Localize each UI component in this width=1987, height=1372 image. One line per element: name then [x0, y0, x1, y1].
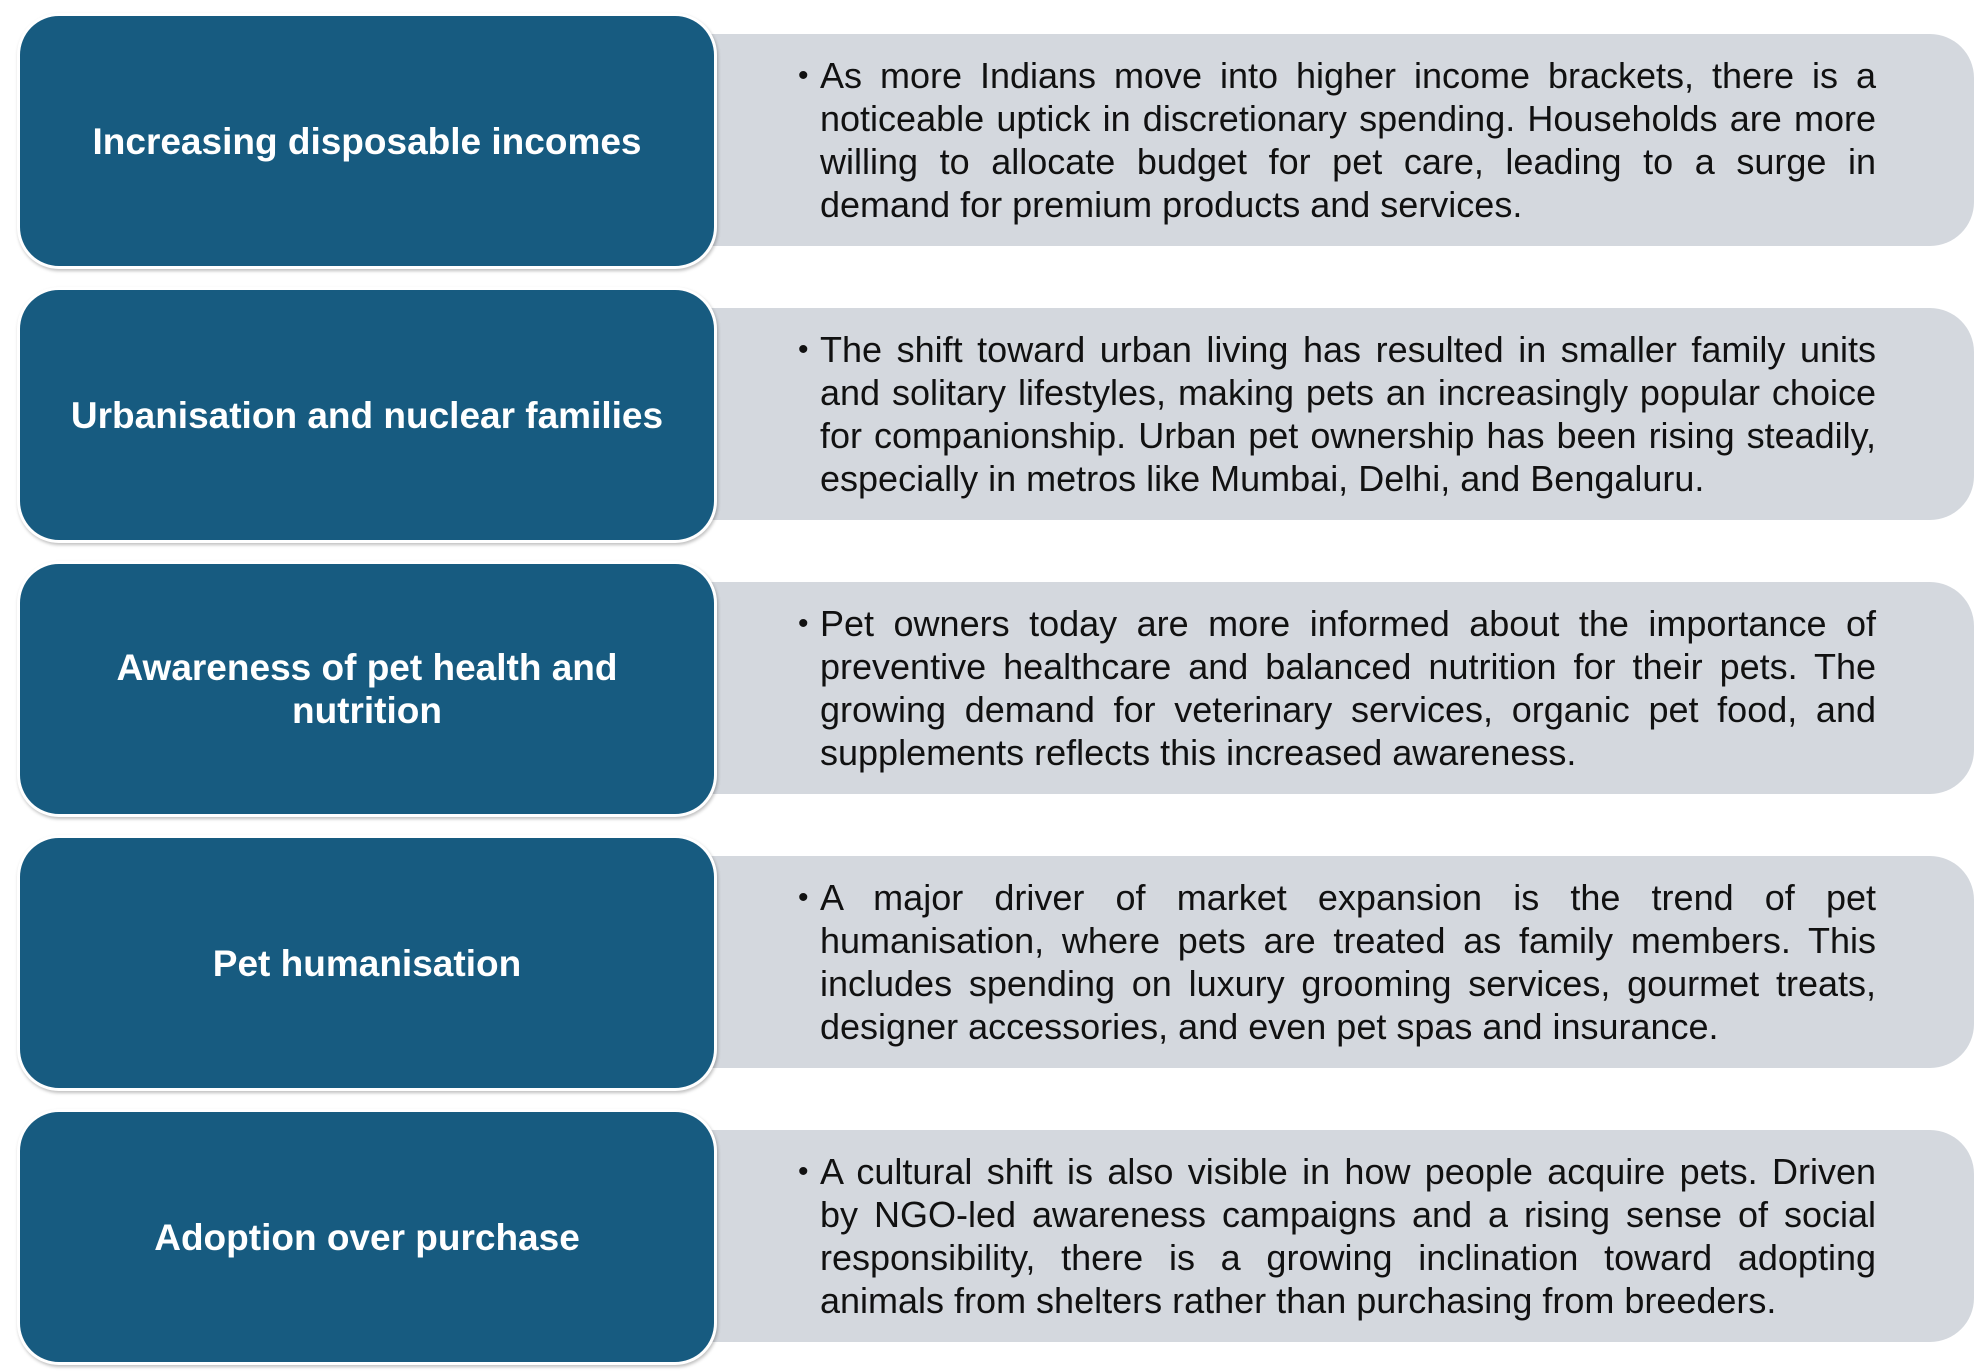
driver-description [798, 876, 1876, 1048]
driver-description [798, 54, 1876, 226]
driver-row-adoption [0, 1109, 1987, 1365]
driver-description [798, 602, 1876, 774]
driver-row-disposable-incomes [0, 13, 1987, 269]
bullet-icon: • [798, 881, 809, 914]
driver-label-box [17, 561, 717, 817]
driver-description-box [690, 582, 1974, 794]
driver-description-box [690, 34, 1974, 246]
bullet-icon: • [798, 1155, 809, 1188]
driver-label-box [17, 1109, 717, 1365]
driver-row-urbanisation [0, 287, 1987, 543]
driver-label: Urbanisation and nuclear families [70, 394, 664, 436]
bullet-icon: • [798, 59, 809, 92]
driver-label: Pet humanisation [212, 942, 522, 984]
driver-description-box [690, 308, 1974, 520]
driver-label: Adoption over purchase [154, 1216, 580, 1258]
driver-description-box [690, 1130, 1974, 1342]
driver-description [798, 1150, 1876, 1322]
driver-label-box [17, 835, 717, 1091]
driver-label-box [17, 13, 717, 269]
driver-label: Awareness of pet health and nutrition [116, 647, 618, 731]
driver-row-humanisation [0, 835, 1987, 1091]
driver-label-box [17, 287, 717, 543]
bullet-icon: • [798, 607, 809, 640]
driver-description-text: A major driver of market expansion is the trend of pet humanisation, where pets are treated as family members. This includes spending on luxury grooming services, gourmet treats, designer accessories, and even pet spas and insurance. [820, 877, 1876, 1047]
bullet-icon: • [798, 333, 809, 366]
driver-description-box [690, 856, 1974, 1068]
driver-label: Increasing disposable incomes [92, 120, 642, 162]
driver-row-health-awareness [0, 561, 1987, 817]
driver-description-text: The shift toward urban living has resulted in smaller family units and solitary lifestyles, making pets an increasingly popular choice for companionship. Urban pet ownership has been rising steadily, especially in metros like Mumbai, Delhi, and Bengaluru. [820, 329, 1876, 499]
driver-description-text: A cultural shift is also visible in how people acquire pets. Driven by NGO-led awareness campaigns and a rising sense of social responsibility, there is a growing inclination toward adopting animals from shelters rather than purchasing from breeders. [820, 1151, 1876, 1321]
driver-description [798, 328, 1876, 500]
driver-description-text: As more Indians move into higher income brackets, there is a noticeable uptick in discretionary spending. Households are more willing to allocate budget for pet care, leading to a surge in demand for premium products and services. [820, 55, 1876, 225]
driver-description-text: Pet owners today are more informed about the importance of preventive healthcare and balanced nutrition for their pets. The growing demand for veterinary services, organic pet food, and supplements reflects this increased awareness. [820, 603, 1876, 773]
